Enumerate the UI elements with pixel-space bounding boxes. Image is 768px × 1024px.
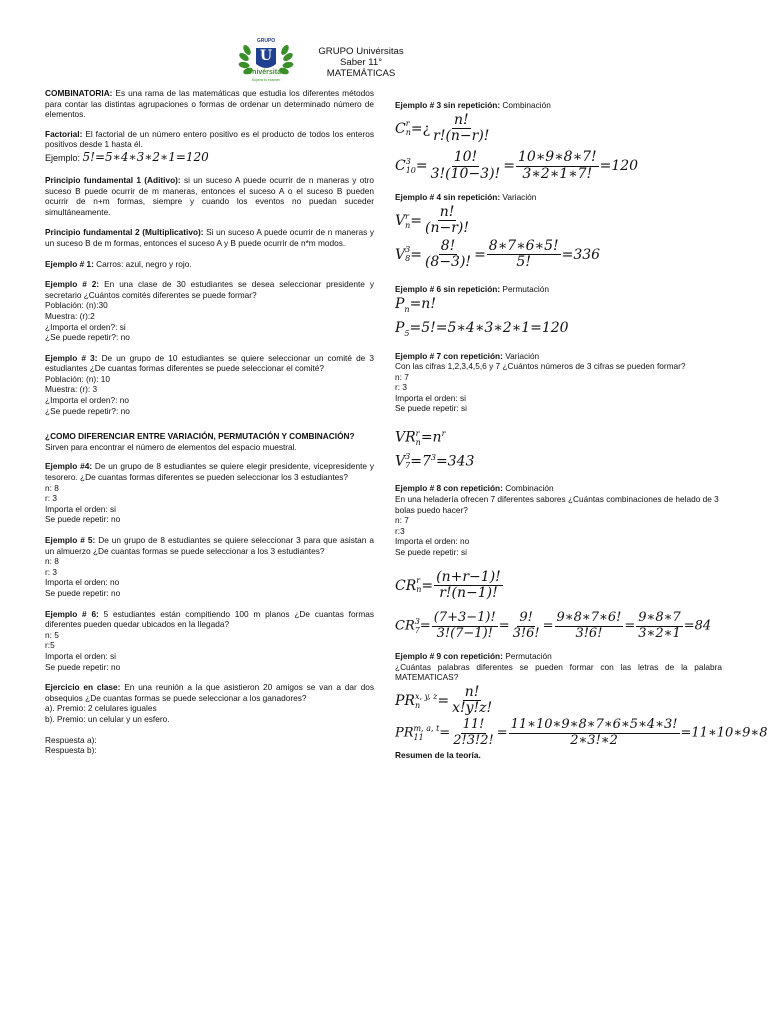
- factorial-example: [45, 150, 374, 165]
- difference-heading: [45, 431, 374, 442]
- factorial-definition: [45, 129, 374, 150]
- example-8-header: [395, 483, 768, 494]
- definition-text: Es una rama de las matemáticas que estudia los diferentes métodos para contar las distintas agrupaciones o formas de ordenar un determinado número de elementos.: [45, 88, 374, 120]
- logo-letter: U: [259, 48, 273, 64]
- difference-text: Sirven para encontrar el número de elementos del espacio muestral.: [45, 441, 297, 452]
- type: Combinación: [502, 483, 554, 494]
- example-3-header: [395, 100, 768, 111]
- fraction: $\frac{10∗9∗8∗7!}{3∗2∗1∗7!}$: [517, 149, 597, 182]
- example-2-details: [45, 300, 374, 342]
- header-line-1: GRUPO Univérsitas: [318, 46, 404, 57]
- detail-line: Importa el orden: si: [45, 503, 117, 514]
- type: Permutación: [500, 284, 550, 295]
- term: Ejemplo # 9 con repetición:: [395, 650, 503, 661]
- example-text: En una clase de 30 estudiantes se desea seleccionar presidente y secretario ¿Cuántos comités diferentes se puede formar?: [45, 279, 375, 300]
- detail-line: n: 8: [45, 556, 59, 567]
- definition-text: Si un suceso A puede ocurrir de n maneras y un suceso B de m formas, entonces el suceso A y B puede ocurrir de n*m modos.: [45, 227, 374, 248]
- detail-line: n: 7: [395, 371, 409, 382]
- detail-line: ¿Importa el orden?: no: [45, 395, 129, 406]
- permutation-calculation: $P_5=5!=5∗4∗3∗2∗1=120$: [395, 319, 569, 338]
- detail-line: a). Premio: 2 celulares iguales: [45, 703, 157, 714]
- detail-line: Muestra: (r): 3: [45, 384, 98, 395]
- fraction: $\frac{11∗10∗9∗8∗7∗6∗5∗4∗3!}{2∗3!∗2}$: [510, 717, 678, 748]
- principle-additive: [45, 175, 374, 217]
- example-3: [45, 353, 374, 374]
- fraction: $\frac{n!}{r!(n-r)!}$: [433, 111, 490, 144]
- example-4-details: [45, 483, 374, 525]
- permutation-repetition-calculation: PR m, a, t 11 = $\frac{11!}{2!3!2!}$ = $\frac{11∗10∗9∗8∗7∗6∗5∗4∗3!}{2∗3!∗2}$ =11∗10∗9∗8: [395, 717, 768, 748]
- detail-line: r:3: [395, 525, 405, 536]
- term: Ejemplo # 5:: [45, 535, 96, 545]
- detail-line: Se puede repetir: no: [45, 587, 121, 598]
- answers: [45, 735, 374, 756]
- detail-line: r: 3: [45, 493, 57, 504]
- variation-repetition-formula: VR r n $=n^r$: [395, 428, 446, 447]
- detail-line: Se puede repetir: no: [45, 514, 121, 525]
- detail-line: Importa el orden: si: [45, 650, 117, 661]
- variation-calculation: V 3 8 = $\frac{8!}{(8-3)!}$ = $\frac{8∗7∗6∗5!}{5!}$ =336: [395, 237, 601, 270]
- combination-calculation: C 3 10 = $\frac{10!}{3!(10-3)!}$ = $\frac{10∗9∗8∗7!}{3∗2∗1∗7!}$ =120: [395, 149, 639, 182]
- detail-line: Se puede repetir: no: [45, 661, 121, 672]
- logo-tagline: Supera tu examen: [251, 78, 281, 82]
- type: Variación: [500, 192, 537, 203]
- permutation-repetition-formula: PR x, y, z n = $\frac{n!}{x!y!z!}$: [395, 683, 493, 717]
- combination-formula: C r n =¿ $\frac{n!}{r!(n-r)!}$: [395, 111, 490, 144]
- type: Combinación: [500, 100, 551, 110]
- example-3-details: [45, 374, 374, 416]
- example-label: Ejemplo:: [45, 152, 83, 163]
- detail-line: r:5: [45, 640, 55, 651]
- term: Ejemplo # 8 con repetición:: [395, 483, 503, 494]
- theory-summary: Resumen de la teoría.: [395, 750, 481, 761]
- detail-line: Importa el orden: no: [45, 577, 120, 588]
- detail-line: b). Premio: un celular y un esfero.: [45, 713, 170, 724]
- principle-multiplicative: [45, 227, 374, 248]
- detail-line: Se puede repetir: si: [395, 546, 467, 557]
- example-4-header: [395, 192, 768, 203]
- logo: [236, 38, 296, 84]
- fraction: $\frac{10!}{3!(10-3)!}$: [430, 149, 501, 182]
- header-line-2: Saber 11°: [339, 57, 383, 68]
- example-5: [45, 535, 374, 556]
- example-text: De un grupo de 10 estudiantes se quiere seleccionar un comité de 3 estudiantes ¿De cuantas formas diferentes se puede seleccionar el comité?: [45, 352, 375, 374]
- logo-name: Univérsitas: [247, 69, 285, 76]
- header-line-3: MATEMÁTICAS: [326, 68, 396, 79]
- detail-line: Importa el orden: no: [395, 536, 470, 547]
- detail-line: r: 3: [395, 382, 407, 393]
- detail-line: ¿Se puede repetir?: no: [45, 332, 130, 343]
- detail-line: ¿Importa el orden?: si: [45, 321, 126, 332]
- combination-repetition-calculation: CR 3 7 = $\frac{(7+3-1)!}{3!(7-1)!}$ = $\frac{9!}{3!6!}$ = $\frac{9∗8∗7∗6!}{3!6!}$ = $\frac{9∗8∗7}{3∗2∗1}$ =84: [395, 610, 712, 641]
- example-9-text: ¿Cuántas palabras diferentes se pueden formar con las letras de la palabra MATEMATICAS?: [395, 661, 722, 683]
- example-5-details: [45, 556, 374, 598]
- detail-line: Con las cifras 1,2,3,4,5,6 y 7 ¿Cuántos números de 3 cifras se pueden formar?: [395, 361, 686, 372]
- document-header: [300, 46, 422, 79]
- term: Ejemplo # 6 sin repetición:: [395, 284, 501, 295]
- term: Ejemplo # 3:: [45, 352, 98, 363]
- example-8-text: En una heladería ofrecen 7 diferentes sabores ¿Cuántas combinaciones de helado de 3 bolas puedo hacer?: [395, 493, 719, 515]
- exercise-text: En una reunión a la que asistieron 20 amigos se van a dar dos obsequios ¿De cuantas formas se puede seleccionar a los ganadores?: [45, 682, 374, 703]
- term: ¿COMO DIFERENCIAR ENTRE VARIACIÓN, PERMUTACIÓN Y COMBINACIÓN?: [45, 431, 355, 442]
- fraction: $\frac{11!}{2!3!2!}$: [453, 717, 494, 748]
- example-9-header: [395, 651, 768, 662]
- fraction: $\frac{8∗7∗6∗5!}{5!}$: [488, 237, 559, 270]
- combinatoria-definition: [45, 88, 374, 120]
- term: Ejemplo # 3 sin repetición:: [395, 100, 501, 110]
- term: Ejemplo # 4 sin repetición:: [395, 192, 501, 203]
- example-text: De un grupo de 8 estudiantes se quiere seleccionar 3 para que asistan a un almuerzo ¿De cuantas formas se puede seleccionar a los 3 estudiantes?: [45, 535, 374, 556]
- fraction: $\frac{9∗8∗7}{3∗2∗1}$: [638, 610, 681, 641]
- class-exercise-details: [45, 703, 374, 724]
- answer-line: Respuesta a):: [45, 734, 97, 745]
- factorial-formula: 5!=5∗4∗3∗2∗1=120: [82, 149, 209, 164]
- detail-line: Población: (n):30: [45, 300, 108, 311]
- detail-line: Población: (n): 10: [45, 373, 111, 384]
- detail-line: n: 7: [395, 515, 409, 526]
- term: Ejemplo # 2:: [45, 279, 100, 290]
- definition-text: si un suceso A puede ocurrir de n maneras y otro suceso B puede ocurrir de m maneras, entonces el suceso A o el suceso B pueden ocurrir de n+m formas, siempre y cuando los eventos no puedan suceder simultáneamente.: [45, 174, 374, 217]
- example-6-header: [395, 284, 768, 295]
- example-6: [45, 609, 374, 630]
- term: Principio fundamental 2 (Multiplicativo):: [45, 227, 204, 238]
- detail-line: Importa el orden: si: [395, 392, 467, 403]
- logo-top-text: GRUPO: [256, 38, 276, 44]
- answer-line: Respuesta b):: [45, 745, 97, 756]
- class-exercise: [45, 682, 374, 703]
- fraction: $\frac{9!}{3!6!}$: [512, 610, 540, 641]
- definition-text: El factorial de un número entero positivo es el producto de todos los enteros positivos desde 1 hasta él.: [45, 128, 374, 150]
- term: Factorial:: [45, 128, 83, 139]
- type: Permutación: [502, 650, 552, 661]
- term: COMBINATORIA:: [45, 88, 113, 98]
- detail-line: n: 8: [45, 482, 59, 493]
- fraction: $\frac{(7+3-1)!}{3!(7-1)!}$: [433, 610, 496, 641]
- detail-line: Muestra: (r):2: [45, 310, 95, 321]
- example-text: Carros: azul, negro y rojo.: [93, 258, 192, 269]
- fraction: $\frac{9∗8∗7∗6!}{3!6!}$: [556, 610, 622, 641]
- term: Principio fundamental 1 (Aditivo):: [45, 174, 181, 185]
- left-column: [45, 88, 374, 756]
- detail-line: n: 5: [45, 629, 59, 640]
- example-1: [45, 259, 374, 270]
- example-text: De un grupo de 8 estudiantes se quiere elegir presidente, vicepresidente y tesorero. ¿De cuantas formas diferentes se pueden seleccionar los 3 estudiantes?: [45, 461, 374, 483]
- term: Ejemplo # 6:: [45, 608, 99, 619]
- permutation-formula: $P_n=n$!: [395, 295, 436, 314]
- variation-repetition-calculation: V 3 7 $=7^3=343$: [395, 452, 475, 471]
- combination-repetition-formula: CR r n = $\frac{(n+r-1)!}{r!(n-1)!}$: [395, 568, 501, 601]
- detail-line: ¿Se puede repetir?: no: [45, 405, 130, 416]
- fraction: $\frac{(n+r-1)!}{r!(n-1)!}$: [436, 568, 501, 601]
- example-2: [45, 279, 374, 300]
- example-8-details: [395, 515, 768, 557]
- fraction: $\frac{n!}{(n-r)!}$: [425, 203, 470, 237]
- term: Ejemplo #4:: [45, 461, 93, 472]
- example-4: [45, 461, 374, 482]
- term: Ejercicio en clase:: [45, 682, 121, 693]
- example-6-details: [45, 630, 374, 672]
- fraction: $\frac{n!}{x!y!z!}$: [452, 683, 493, 717]
- variation-formula: V r n = $\frac{n!}{(n-r)!}$: [395, 203, 470, 237]
- example-7-header: [395, 351, 768, 362]
- example-7-details: [395, 361, 768, 414]
- detail-line: r: 3: [45, 566, 57, 577]
- term: Ejemplo # 1:: [45, 258, 94, 269]
- type: Variación: [502, 350, 540, 361]
- detail-line: Se puede repetir: si: [395, 403, 467, 414]
- right-column: [395, 100, 768, 840]
- fraction: $\frac{8!}{(8-3)!}$: [424, 237, 472, 270]
- term: Ejemplo # 7 con repetición:: [395, 350, 503, 361]
- example-text: 5 estudiantes están compitiendo 100 m planos ¿De cuantas formas diferentes pueden quedar ubicados en la llegada?: [45, 608, 374, 630]
